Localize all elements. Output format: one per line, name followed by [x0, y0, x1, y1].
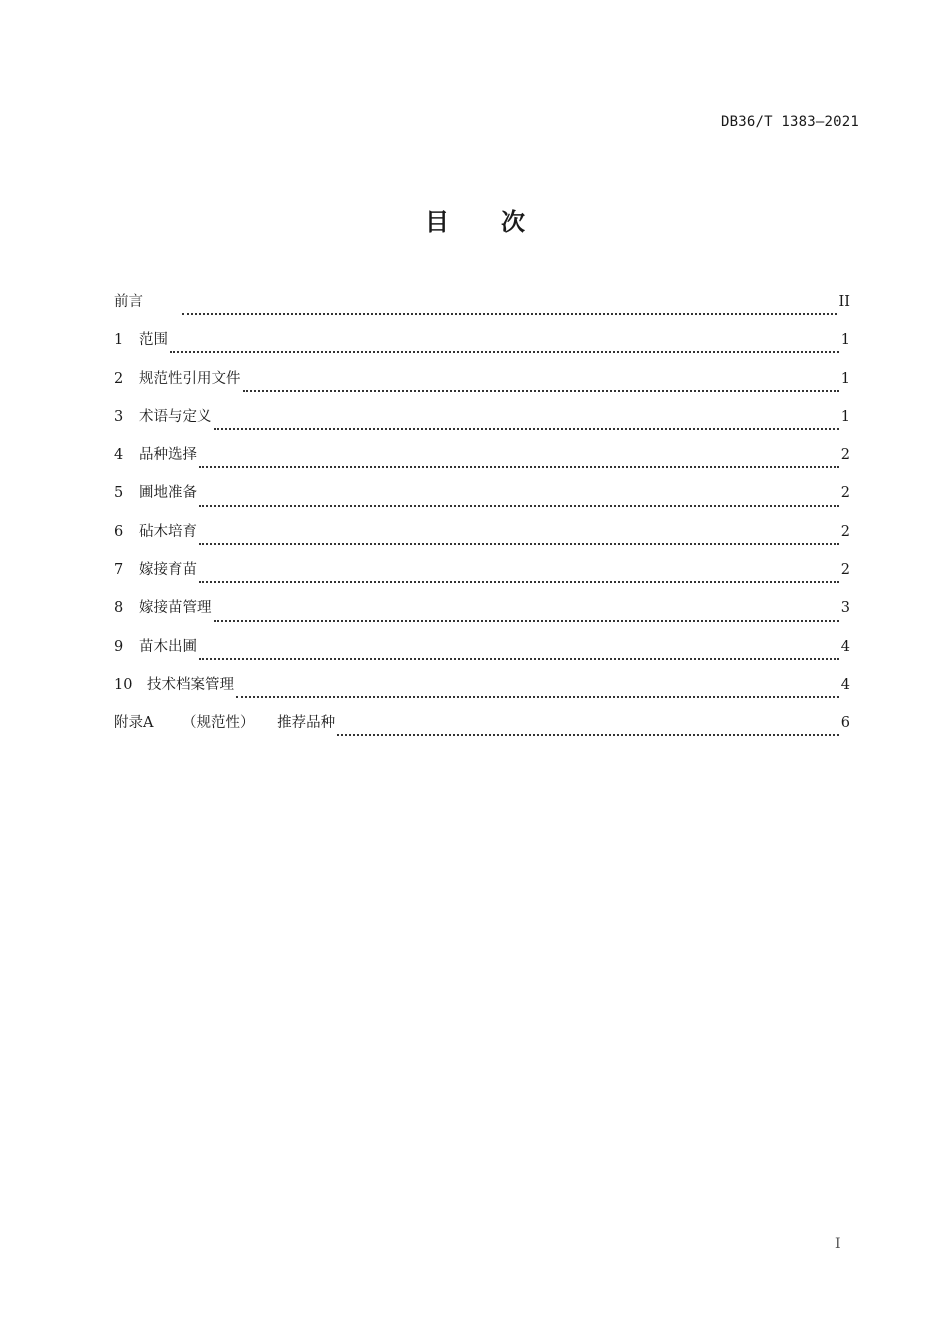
document-code: DB36/T 1383—2021: [720, 114, 859, 130]
toc-entry-label: 技术档案管理: [147, 676, 234, 693]
toc-entry-number: 10: [114, 676, 133, 693]
toc-entry-label: 砧木培育: [139, 523, 197, 540]
dot-leader: [337, 722, 839, 736]
toc-entry-label: 前言: [114, 294, 143, 310]
toc-entry-label: 规范性引用文件: [139, 370, 241, 387]
toc-entry-4[interactable]: [114, 443, 850, 481]
title-char-2: 次: [501, 208, 525, 236]
dot-leader: [170, 339, 839, 353]
toc-entry-6[interactable]: [114, 520, 850, 558]
toc-entry-number: 9: [114, 638, 124, 655]
toc-entry-9[interactable]: [114, 635, 850, 673]
dot-leader: [199, 493, 839, 507]
dot-leader: [199, 454, 839, 468]
toc-entry-appendix-a[interactable]: [114, 711, 850, 749]
toc-entry-number: 3: [114, 408, 124, 425]
toc-entry-label: 苗木出圃: [139, 638, 197, 655]
toc-entry-label: 嫁接育苗: [139, 562, 197, 579]
toc-entry-3[interactable]: [114, 405, 850, 443]
toc-entry-page: 2: [840, 485, 850, 502]
toc-entry-page: 1: [840, 408, 850, 425]
toc-entry-number: 附录A: [114, 715, 154, 732]
toc-entry-page: II: [838, 294, 850, 310]
toc-entry-2[interactable]: [114, 367, 850, 405]
title-char-1: 目: [425, 208, 449, 236]
toc-entry-label: （规范性） 推荐品种: [182, 715, 336, 732]
dot-leader: [214, 608, 839, 622]
toc-entry-page: 4: [840, 676, 850, 693]
toc-entry-number: 8: [114, 600, 124, 617]
dot-leader: [214, 416, 839, 430]
toc-entry-label: 范围: [139, 332, 168, 349]
toc-entry-7[interactable]: [114, 558, 850, 596]
toc-entry-page: 2: [840, 562, 850, 579]
toc-entry-number: 1: [114, 332, 124, 349]
toc-entry-page: 1: [840, 370, 850, 387]
toc-entry-page: 1: [840, 332, 850, 349]
toc-entry-8[interactable]: [114, 596, 850, 634]
toc-entry-label: 嫁接苗管理: [139, 600, 212, 617]
table-of-contents: [114, 290, 850, 750]
toc-entry-10[interactable]: [114, 673, 850, 711]
dot-leader: [236, 684, 839, 698]
toc-entry-label: 术语与定义: [139, 408, 212, 425]
dot-leader: [199, 531, 839, 545]
toc-entry-1[interactable]: [114, 328, 850, 366]
toc-entry-number: 7: [114, 562, 124, 579]
page-title: [0, 202, 950, 237]
toc-entry-label: 圃地准备: [139, 485, 197, 502]
toc-entry-number: 2: [114, 370, 124, 387]
toc-entry-page: 6: [840, 715, 850, 732]
dot-leader: [199, 569, 839, 583]
toc-entry-number: 4: [114, 447, 124, 464]
page-number: I: [835, 1236, 841, 1252]
toc-entry-page: 2: [840, 523, 850, 540]
dot-leader: [243, 378, 839, 392]
toc-entry-number: 6: [114, 523, 124, 540]
toc-entry-label: 品种选择: [139, 447, 197, 464]
toc-entry-page: 3: [840, 600, 850, 617]
dot-leader: [182, 301, 837, 315]
toc-entry-number: 5: [114, 485, 124, 502]
dot-leader: [199, 646, 839, 660]
toc-entry-page: 2: [840, 447, 850, 464]
toc-entry-page: 4: [840, 638, 850, 655]
toc-entry-foreword[interactable]: [114, 290, 850, 328]
toc-entry-5[interactable]: [114, 481, 850, 519]
